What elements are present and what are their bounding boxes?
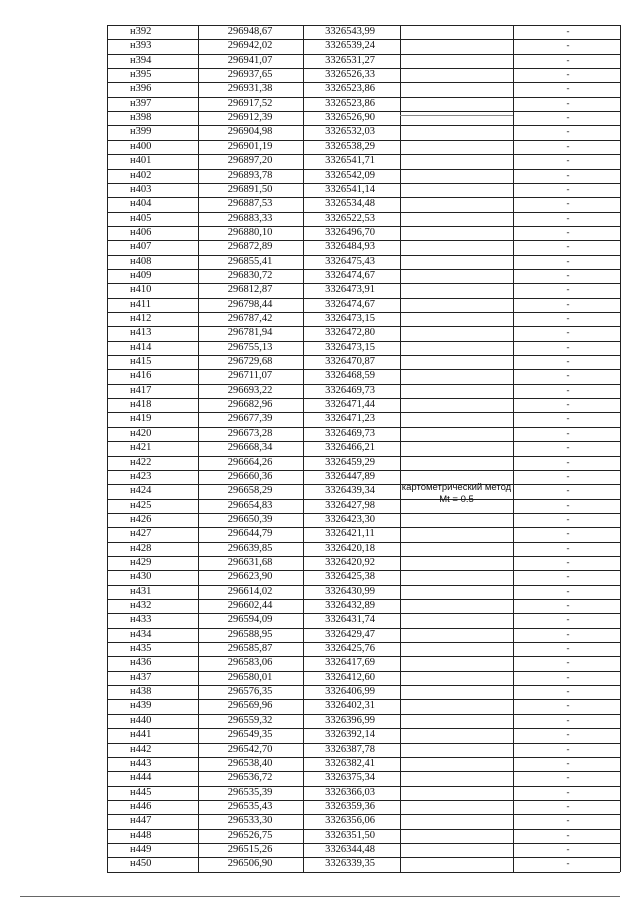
x-coordinate: 296912,39 — [227, 112, 273, 124]
dash-mark: - — [566, 470, 570, 481]
x-coordinate: 296830,72 — [227, 269, 273, 281]
point-number: н436 — [130, 657, 152, 669]
table-row — [0, 269, 640, 283]
point-number: н416 — [130, 370, 152, 382]
x-coordinate: 296631,68 — [227, 556, 273, 568]
table-row — [0, 226, 640, 240]
y-coordinate: 3326430,99 — [325, 585, 375, 597]
point-number: н403 — [130, 183, 152, 195]
point-number: н426 — [130, 513, 152, 525]
dash-mark: - — [566, 513, 570, 524]
dash-mark: - — [566, 226, 570, 237]
dash-mark: - — [566, 815, 570, 826]
y-coordinate: 3326472,80 — [325, 327, 375, 339]
table-row — [0, 814, 640, 828]
y-coordinate: 3326543,99 — [325, 26, 375, 37]
dash-mark: - — [566, 585, 570, 596]
dash-mark: - — [566, 384, 570, 395]
y-coordinate: 3326471,23 — [325, 413, 375, 425]
y-coordinate: 3326359,36 — [325, 800, 375, 812]
y-coordinate: 3326439,34 — [325, 485, 375, 497]
x-coordinate: 296901,19 — [227, 140, 273, 152]
dash-mark: - — [566, 858, 570, 869]
y-coordinate: 3326417,69 — [325, 657, 375, 669]
x-coordinate: 296533,30 — [227, 815, 273, 827]
y-coordinate: 3326523,86 — [325, 97, 375, 109]
table-row — [0, 656, 640, 670]
point-number: н400 — [130, 140, 152, 152]
point-number: н408 — [130, 255, 152, 267]
table-row — [0, 771, 640, 785]
point-number: н432 — [130, 600, 152, 611]
x-coordinate: 296654,83 — [227, 499, 273, 511]
y-coordinate: 3326425,38 — [325, 571, 375, 583]
x-coordinate: 296542,70 — [227, 743, 273, 755]
point-number: н420 — [130, 427, 152, 439]
table-row — [0, 757, 640, 771]
dash-mark: - — [566, 341, 570, 352]
y-coordinate: 3326412,60 — [325, 671, 375, 683]
dash-mark: - — [566, 284, 570, 295]
y-coordinate: 3326475,43 — [325, 255, 375, 267]
table-row — [0, 312, 640, 326]
y-coordinate: 3326534,48 — [325, 198, 375, 210]
dash-mark: - — [566, 313, 570, 323]
point-number: н418 — [130, 399, 152, 411]
y-coordinate: 3326396,99 — [325, 714, 375, 726]
point-number: н415 — [130, 356, 152, 368]
y-coordinate: 3326420,18 — [325, 542, 375, 554]
dash-mark: - — [566, 743, 570, 754]
dash-mark: - — [566, 442, 570, 453]
y-coordinate: 3326431,74 — [325, 614, 375, 626]
table-row — [0, 298, 640, 312]
point-number: н444 — [130, 772, 152, 784]
x-coordinate: 296711,07 — [227, 370, 273, 382]
dash-mark: - — [566, 54, 570, 65]
table-row — [0, 212, 640, 226]
x-coordinate: 296644,79 — [227, 528, 273, 540]
point-number: н406 — [130, 226, 152, 238]
x-coordinate: 296668,34 — [227, 442, 273, 454]
x-coordinate: 296682,96 — [227, 399, 273, 411]
point-number: н410 — [130, 284, 152, 296]
point-number: н407 — [130, 241, 152, 253]
x-coordinate: 296526,75 — [227, 829, 273, 841]
y-coordinate: 3326541,71 — [325, 155, 375, 167]
y-coordinate: 3326429,47 — [325, 628, 375, 640]
point-number: н401 — [130, 155, 152, 167]
x-coordinate: 296559,32 — [227, 714, 273, 726]
table-row — [0, 384, 640, 398]
point-number: н427 — [130, 528, 152, 540]
table-row — [0, 140, 640, 154]
x-coordinate: 296948,67 — [227, 26, 273, 37]
table-row — [0, 843, 640, 857]
table-row — [0, 829, 640, 843]
x-coordinate: 296781,94 — [227, 327, 273, 339]
y-coordinate: 3326538,29 — [325, 140, 375, 152]
y-coordinate: 3326542,09 — [325, 169, 375, 181]
point-number: н425 — [130, 499, 152, 511]
x-coordinate: 296917,52 — [227, 97, 273, 109]
table-row — [0, 255, 640, 269]
point-number: н398 — [130, 112, 152, 124]
y-coordinate: 3326423,30 — [325, 513, 375, 525]
dash-mark: - — [566, 155, 570, 166]
dash-mark: - — [566, 843, 570, 854]
y-coordinate: 3326539,24 — [325, 40, 375, 52]
dash-mark: - — [566, 370, 570, 381]
table-row — [0, 68, 640, 82]
dash-mark: - — [566, 40, 570, 51]
point-number: н447 — [130, 815, 152, 827]
y-coordinate: 3326532,03 — [325, 126, 375, 138]
dash-mark: - — [566, 269, 570, 280]
y-coordinate: 3326496,70 — [325, 226, 375, 238]
table-row — [0, 484, 640, 498]
table-row — [0, 714, 640, 728]
y-coordinate: 3326351,50 — [325, 829, 375, 841]
x-coordinate: 296576,35 — [227, 686, 273, 698]
x-coordinate: 296887,53 — [227, 198, 273, 210]
dash-mark: - — [566, 427, 570, 438]
x-coordinate: 296660,36 — [227, 470, 273, 482]
y-coordinate: 3326344,48 — [325, 843, 375, 855]
x-coordinate: 296506,90 — [227, 858, 273, 870]
y-coordinate: 3326484,93 — [325, 241, 375, 253]
dash-mark: - — [566, 628, 570, 639]
dash-mark: - — [566, 686, 570, 697]
dash-mark: - — [566, 528, 570, 539]
y-coordinate: 3326468,59 — [325, 370, 375, 382]
point-number: н419 — [130, 413, 152, 425]
x-coordinate: 296693,22 — [227, 384, 273, 396]
y-coordinate: 3326522,53 — [325, 212, 375, 224]
x-coordinate: 296931,38 — [227, 83, 273, 95]
y-coordinate: 3326523,86 — [325, 83, 375, 95]
point-number: н439 — [130, 700, 152, 712]
point-number: н414 — [130, 341, 152, 353]
point-number: н438 — [130, 686, 152, 698]
x-coordinate: 296569,96 — [227, 700, 273, 712]
dash-mark: - — [566, 643, 570, 654]
dash-mark: - — [566, 255, 570, 266]
point-number: н450 — [130, 858, 152, 870]
table-row — [0, 570, 640, 584]
dash-mark: - — [566, 456, 570, 467]
point-number: н429 — [130, 556, 152, 568]
point-number: н430 — [130, 571, 152, 583]
table-row — [0, 470, 640, 484]
point-number: н428 — [130, 542, 152, 554]
table-bottom-rule — [107, 872, 620, 873]
y-coordinate: 3326366,03 — [325, 786, 375, 798]
dash-mark: - — [566, 700, 570, 711]
point-number: н395 — [130, 69, 152, 81]
dash-mark: - — [566, 399, 570, 410]
dash-mark: - — [566, 126, 570, 137]
point-number: н443 — [130, 757, 152, 769]
x-coordinate: 296639,85 — [227, 542, 273, 554]
point-number: н422 — [130, 456, 152, 468]
dash-mark: - — [566, 212, 570, 223]
dash-mark: - — [566, 786, 570, 797]
point-number: н402 — [130, 169, 152, 181]
x-coordinate: 296623,90 — [227, 571, 273, 583]
x-coordinate: 296942,02 — [227, 40, 273, 52]
x-coordinate: 296872,89 — [227, 241, 273, 253]
y-coordinate: 3326541,14 — [325, 183, 375, 195]
dash-mark: - — [566, 327, 570, 338]
table-row — [0, 169, 640, 183]
dash-mark: - — [566, 356, 570, 367]
table-row — [0, 499, 640, 513]
table-row — [0, 786, 640, 800]
y-coordinate: 3326474,67 — [325, 269, 375, 281]
point-number: н392 — [130, 26, 152, 37]
x-coordinate: 296787,42 — [227, 313, 273, 324]
x-coordinate: 296588,95 — [227, 628, 273, 640]
x-coordinate: 296614,02 — [227, 585, 273, 597]
y-coordinate: 3326375,34 — [325, 772, 375, 784]
table-row — [0, 412, 640, 426]
x-coordinate: 296883,33 — [227, 212, 273, 224]
dash-mark: - — [566, 97, 570, 108]
x-coordinate: 296535,43 — [227, 800, 273, 812]
point-number: н417 — [130, 384, 152, 396]
x-coordinate: 296891,50 — [227, 183, 273, 195]
table-row — [0, 800, 640, 814]
y-coordinate: 3326432,89 — [325, 600, 375, 611]
point-number: н394 — [130, 54, 152, 66]
x-coordinate: 296677,39 — [227, 413, 273, 425]
y-coordinate: 3326356,06 — [325, 815, 375, 827]
y-coordinate: 3326427,98 — [325, 499, 375, 511]
y-coordinate: 3326392,14 — [325, 729, 375, 741]
y-coordinate: 3326406,99 — [325, 686, 375, 698]
y-coordinate: 3326382,41 — [325, 757, 375, 769]
x-coordinate: 296664,26 — [227, 456, 273, 468]
x-coordinate: 296941,07 — [227, 54, 273, 66]
dash-mark: - — [566, 729, 570, 740]
table-row — [0, 585, 640, 599]
dash-mark: - — [566, 800, 570, 811]
x-coordinate: 296880,10 — [227, 226, 273, 238]
dash-mark: - — [566, 499, 570, 510]
page-bottom-line — [20, 896, 620, 897]
point-number: н435 — [130, 643, 152, 655]
x-coordinate: 296798,44 — [227, 298, 273, 310]
point-number: н440 — [130, 714, 152, 726]
dash-mark: - — [566, 757, 570, 768]
x-coordinate: 296755,13 — [227, 341, 273, 353]
x-coordinate: 296536,72 — [227, 772, 273, 784]
x-coordinate: 296673,28 — [227, 427, 273, 439]
table-row — [0, 25, 640, 39]
point-number: н404 — [130, 198, 152, 210]
table-row — [0, 628, 640, 642]
x-coordinate: 296535,39 — [227, 786, 273, 798]
table-row — [0, 154, 640, 168]
y-coordinate: 3326471,44 — [325, 399, 375, 411]
y-coordinate: 3326387,78 — [325, 743, 375, 755]
table-row — [0, 326, 640, 340]
table-row — [0, 183, 640, 197]
y-coordinate: 3326459,29 — [325, 456, 375, 468]
table-row — [0, 97, 640, 111]
y-coordinate: 3326473,91 — [325, 284, 375, 296]
dash-mark: - — [566, 112, 570, 123]
table-row — [0, 283, 640, 297]
point-number: н442 — [130, 743, 152, 755]
y-coordinate: 3326473,15 — [325, 341, 375, 353]
table-row — [0, 513, 640, 527]
y-coordinate: 3326469,73 — [325, 384, 375, 396]
x-coordinate: 296729,68 — [227, 356, 273, 368]
table-row — [0, 671, 640, 685]
x-coordinate: 296855,41 — [227, 255, 273, 267]
x-coordinate: 296594,09 — [227, 614, 273, 626]
point-number: н405 — [130, 212, 152, 224]
point-number: н448 — [130, 829, 152, 841]
point-number: н423 — [130, 470, 152, 482]
dash-mark: - — [566, 571, 570, 582]
x-coordinate: 296583,06 — [227, 657, 273, 669]
table-row — [0, 369, 640, 383]
point-number: н437 — [130, 671, 152, 683]
x-coordinate: 296580,01 — [227, 671, 273, 683]
y-coordinate: 3326339,35 — [325, 858, 375, 870]
point-number: н441 — [130, 729, 152, 741]
point-number: н421 — [130, 442, 152, 454]
table-row — [0, 642, 640, 656]
table-row — [0, 54, 640, 68]
x-coordinate: 296549,35 — [227, 729, 273, 741]
dash-mark: - — [566, 829, 570, 840]
y-coordinate: 3326474,67 — [325, 298, 375, 310]
dash-mark: - — [566, 83, 570, 94]
point-number: н433 — [130, 614, 152, 626]
point-number: н446 — [130, 800, 152, 812]
table-row — [0, 527, 640, 541]
y-coordinate: 3326473,15 — [325, 313, 375, 324]
point-number: н413 — [130, 327, 152, 339]
dash-mark: - — [566, 69, 570, 80]
table-row — [0, 341, 640, 355]
point-number: н449 — [130, 843, 152, 855]
y-coordinate: 3326425,76 — [325, 643, 375, 655]
x-coordinate: 296893,78 — [227, 169, 273, 181]
method-note: картометрический метод Mt = 0.5 — [401, 482, 512, 505]
table-row — [0, 441, 640, 455]
y-coordinate: 3326466,21 — [325, 442, 375, 454]
table-row — [0, 613, 640, 627]
y-coordinate: 3326470,87 — [325, 356, 375, 368]
x-coordinate: 296904,98 — [227, 126, 273, 138]
table-row — [0, 82, 640, 96]
x-coordinate: 296602,44 — [227, 600, 273, 611]
table-row — [0, 39, 640, 53]
dash-mark: - — [566, 772, 570, 783]
table-row — [0, 456, 640, 470]
table-row — [0, 728, 640, 742]
table-row — [0, 542, 640, 556]
table-row — [0, 599, 640, 613]
point-number: н411 — [130, 298, 151, 310]
x-coordinate: 296538,40 — [227, 757, 273, 769]
point-number: н396 — [130, 83, 152, 95]
dash-mark: - — [566, 169, 570, 180]
table-row — [0, 125, 640, 139]
point-number: н424 — [130, 485, 152, 497]
dash-mark: - — [566, 241, 570, 252]
y-coordinate: 3326531,27 — [325, 54, 375, 66]
table-row — [0, 355, 640, 369]
point-number: н431 — [130, 585, 152, 597]
y-coordinate: 3326420,92 — [325, 556, 375, 568]
table-row — [0, 427, 640, 441]
table-row — [0, 240, 640, 254]
table-row — [0, 111, 640, 125]
table-row — [0, 556, 640, 570]
dash-mark: - — [566, 26, 570, 36]
dash-mark: - — [566, 671, 570, 682]
x-coordinate: 296585,87 — [227, 643, 273, 655]
dash-mark: - — [566, 556, 570, 567]
point-number: н409 — [130, 269, 152, 281]
point-number: н434 — [130, 628, 152, 640]
dash-mark: - — [566, 542, 570, 553]
dash-mark: - — [566, 600, 570, 610]
dash-mark: - — [566, 657, 570, 668]
dash-mark: - — [566, 714, 570, 725]
table-row — [0, 743, 640, 757]
table-row — [0, 857, 640, 871]
y-coordinate: 3326402,31 — [325, 700, 375, 712]
dash-mark: - — [566, 140, 570, 151]
dash-mark: - — [566, 413, 570, 424]
y-coordinate: 3326447,89 — [325, 470, 375, 482]
dash-mark: - — [566, 298, 570, 309]
point-number: н399 — [130, 126, 152, 138]
point-number: н412 — [130, 313, 152, 324]
table-row — [0, 685, 640, 699]
dash-mark: - — [566, 485, 570, 496]
table-row — [0, 398, 640, 412]
point-number: н445 — [130, 786, 152, 798]
x-coordinate: 296650,39 — [227, 513, 273, 525]
point-number: н393 — [130, 40, 152, 52]
point-number: н397 — [130, 97, 152, 109]
dash-mark: - — [566, 183, 570, 194]
y-coordinate: 3326421,11 — [325, 528, 375, 540]
table-row — [0, 197, 640, 211]
y-coordinate: 3326469,73 — [325, 427, 375, 439]
dash-mark: - — [566, 198, 570, 209]
x-coordinate: 296812,87 — [227, 284, 273, 296]
table-row — [0, 699, 640, 713]
dash-mark: - — [566, 614, 570, 625]
y-coordinate: 3326526,90 — [325, 112, 375, 124]
x-coordinate: 296937,65 — [227, 69, 273, 81]
y-coordinate: 3326526,33 — [325, 69, 375, 81]
x-coordinate: 296897,20 — [227, 155, 273, 167]
x-coordinate: 296658,29 — [227, 485, 273, 497]
x-coordinate: 296515,26 — [227, 843, 273, 855]
